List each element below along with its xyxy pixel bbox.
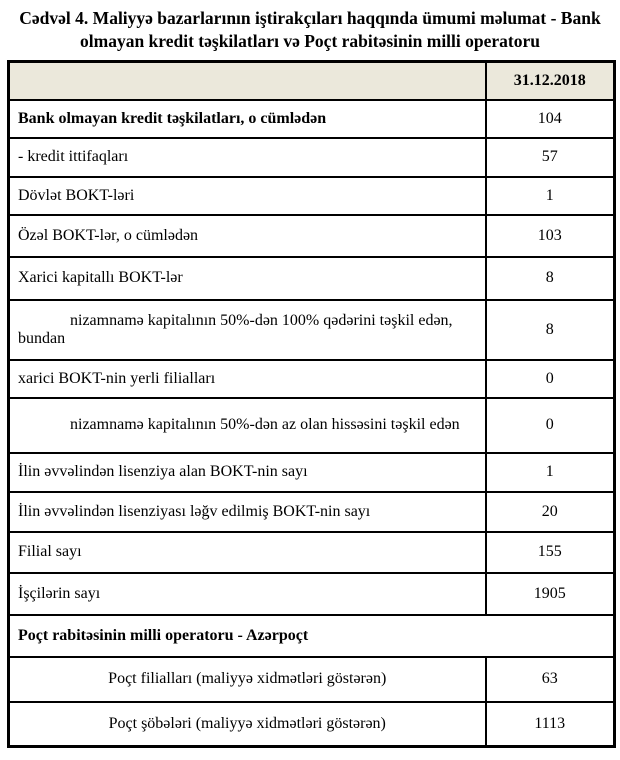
- table-row: [9, 532, 615, 573]
- table-row: [9, 702, 615, 747]
- table-title: Cədvəl 4. Maliyyə bazarlarının iştirakçıları haqqında ümumi məlumat - Bank olmayan kredit təşkilatları və Poçt rabitəsinin milli operatoru: [19, 8, 601, 52]
- row-value: 8: [486, 257, 615, 300]
- row-label: Dövlət BOKT-ləri: [9, 177, 486, 215]
- row-value: 63: [486, 657, 615, 702]
- row-label: nizamnamə kapitalının 50%-dən 100% qədərini təşkil edən, bundan: [9, 300, 486, 360]
- row-value: 1: [486, 453, 615, 492]
- table-row: [9, 100, 615, 138]
- table-row: [9, 300, 615, 360]
- section-header-label: Poçt rabitəsinin milli operatoru - Azərpoçt: [9, 615, 615, 657]
- row-value: 1: [486, 177, 615, 215]
- row-label: Xarici kapitallı BOKT-lər: [9, 257, 486, 300]
- column-header-row: [9, 62, 615, 100]
- table-row: [9, 573, 615, 615]
- row-value: 0: [486, 360, 615, 398]
- column-header-empty: [9, 62, 486, 100]
- row-label: Bank olmayan kredit təşkilatları, o cümlədən: [9, 100, 486, 138]
- row-value: 0: [486, 398, 615, 453]
- row-label: İşçilərin sayı: [9, 573, 486, 615]
- column-header-date: 31.12.2018: [486, 62, 615, 100]
- row-label: İlin əvvəlindən lisenziyası ləğv edilmiş BOKT-nin sayı: [9, 492, 486, 532]
- row-label: nizamnamə kapitalının 50%-dən az olan hissəsini təşkil edən: [9, 398, 486, 453]
- row-label: Özəl BOKT-lər, o cümlədən: [9, 215, 486, 257]
- row-value: 103: [486, 215, 615, 257]
- table-row: [9, 360, 615, 398]
- table-row: [9, 257, 615, 300]
- row-label: Poçt şöbələri (maliyyə xidmətləri göstərən): [9, 702, 486, 747]
- table-row: [9, 453, 615, 492]
- row-label: İlin əvvəlindən lisenziya alan BOKT-nin sayı: [9, 453, 486, 492]
- table-row: [9, 177, 615, 215]
- row-value: 1113: [486, 702, 615, 747]
- row-label: xarici BOKT-nin yerli filialları: [9, 360, 486, 398]
- table-row: [9, 215, 615, 257]
- row-value: 155: [486, 532, 615, 573]
- table-row: [9, 657, 615, 702]
- table-row: [9, 492, 615, 532]
- row-value: 20: [486, 492, 615, 532]
- row-label: - kredit ittifaqları: [9, 138, 486, 177]
- table-row: [9, 398, 615, 453]
- statistics-table: [7, 60, 616, 748]
- section-header-row: [9, 615, 615, 657]
- row-label: Filial sayı: [9, 532, 486, 573]
- row-value: 104: [486, 100, 615, 138]
- row-label: Poçt filialları (maliyyə xidmətləri göstərən): [9, 657, 486, 702]
- table-row: [9, 138, 615, 177]
- row-value: 1905: [486, 573, 615, 615]
- row-value: 57: [486, 138, 615, 177]
- row-value: 8: [486, 300, 615, 360]
